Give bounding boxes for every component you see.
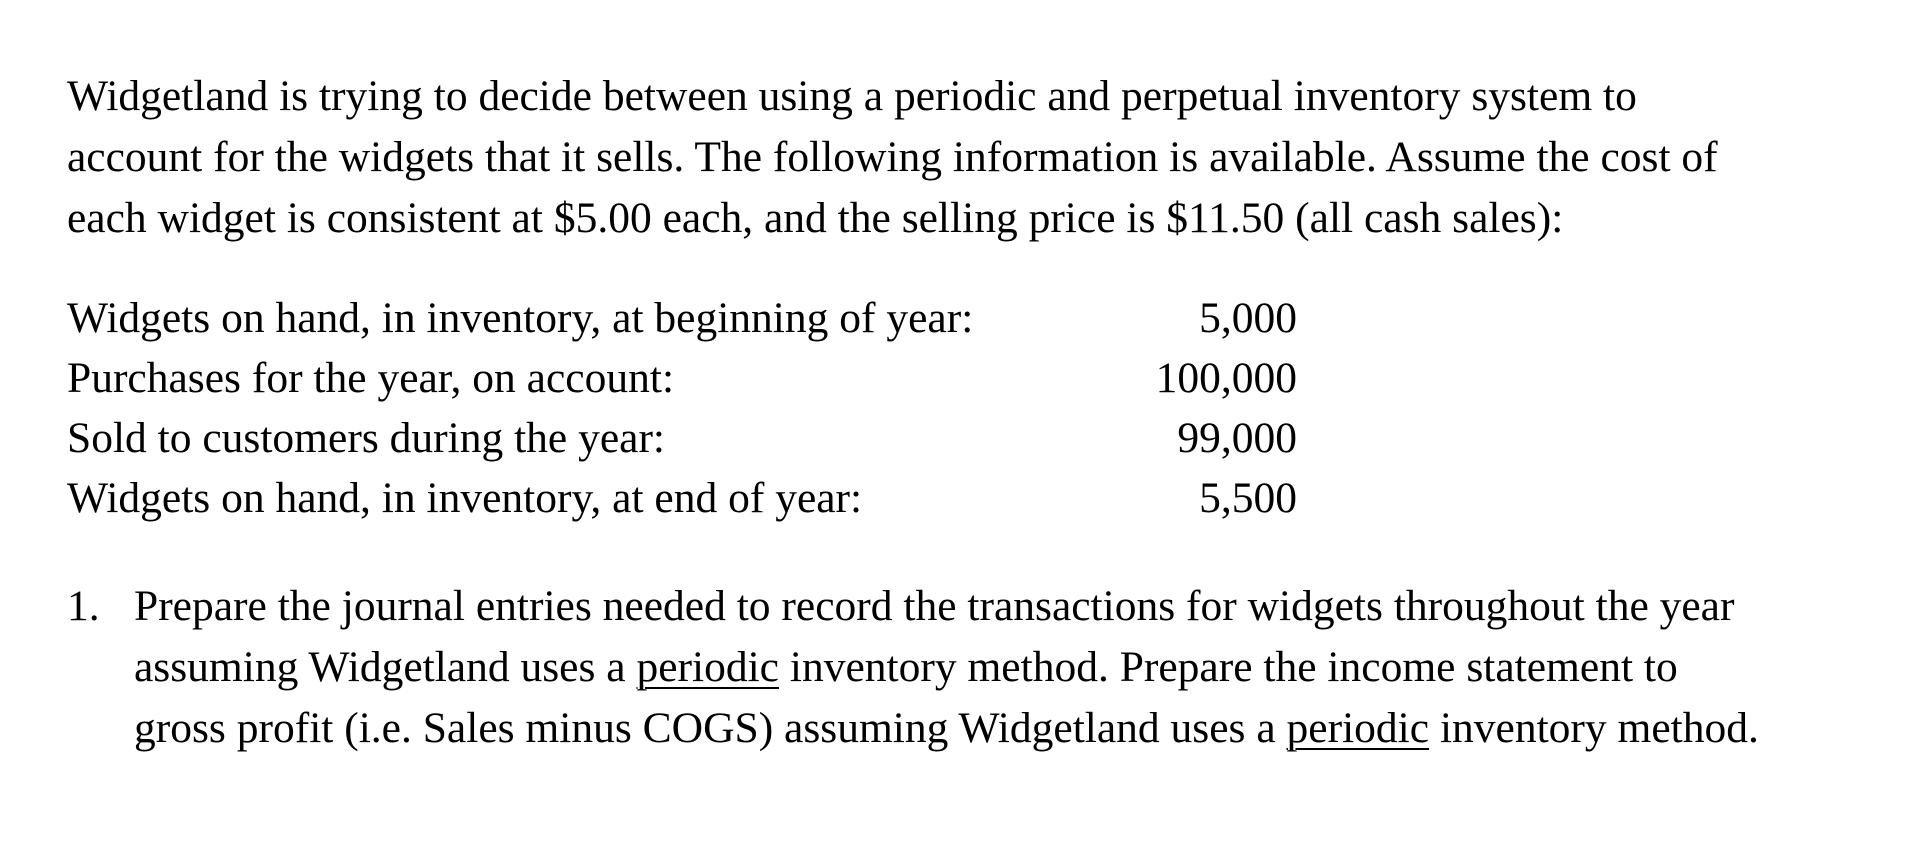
data-value: 99,000	[1177, 414, 1297, 462]
periodic-underlined-text: periodic	[636, 643, 779, 691]
data-row-purchases	[67, 348, 1857, 408]
question-1	[67, 576, 1857, 759]
intro-line-3: each widget is consistent at $5.00 each, and the selling price is $11.50 (all cash sales):	[67, 194, 1564, 242]
problem-document	[67, 66, 1857, 759]
data-label: Sold to customers during the year:	[67, 414, 666, 462]
intro-line-2: account for the widgets that it sells. The following information is available. Assume the cost of	[67, 133, 1718, 181]
question-line-3-pre: gross profit (i.e. Sales minus COGS) assuming Widgetland uses a	[134, 704, 1287, 752]
question-text	[134, 576, 1759, 759]
question-line-1: Prepare the journal entries needed to record the transactions for widgets throughout the year	[134, 582, 1735, 630]
data-value: 100,000	[1155, 354, 1297, 402]
intro-paragraph	[67, 66, 1857, 249]
data-value: 5,500	[1199, 474, 1297, 522]
data-row-beginning-inventory	[67, 288, 1857, 348]
question-line-3-post: inventory method.	[1429, 704, 1759, 752]
question-line-3	[134, 698, 1759, 759]
data-row-ending-inventory	[67, 468, 1857, 528]
intro-line-1: Widgetland is trying to decide between using a periodic and perpetual inventory system to	[67, 72, 1637, 120]
data-row-sold	[67, 408, 1857, 468]
data-label: Purchases for the year, on account:	[67, 354, 675, 402]
inventory-data-table	[67, 288, 1857, 528]
question-line-2-pre: assuming Widgetland uses a	[134, 643, 637, 691]
data-label: Widgets on hand, in inventory, at beginning of year:	[67, 294, 974, 342]
question-line-2-post: inventory method. Prepare the income statement to	[779, 643, 1678, 691]
data-value: 5,000	[1199, 294, 1297, 342]
question-line-2	[134, 637, 1759, 698]
question-number: 1.	[67, 582, 100, 630]
data-label: Widgets on hand, in inventory, at end of year:	[67, 474, 863, 522]
periodic-underlined-text: periodic	[1286, 704, 1430, 752]
